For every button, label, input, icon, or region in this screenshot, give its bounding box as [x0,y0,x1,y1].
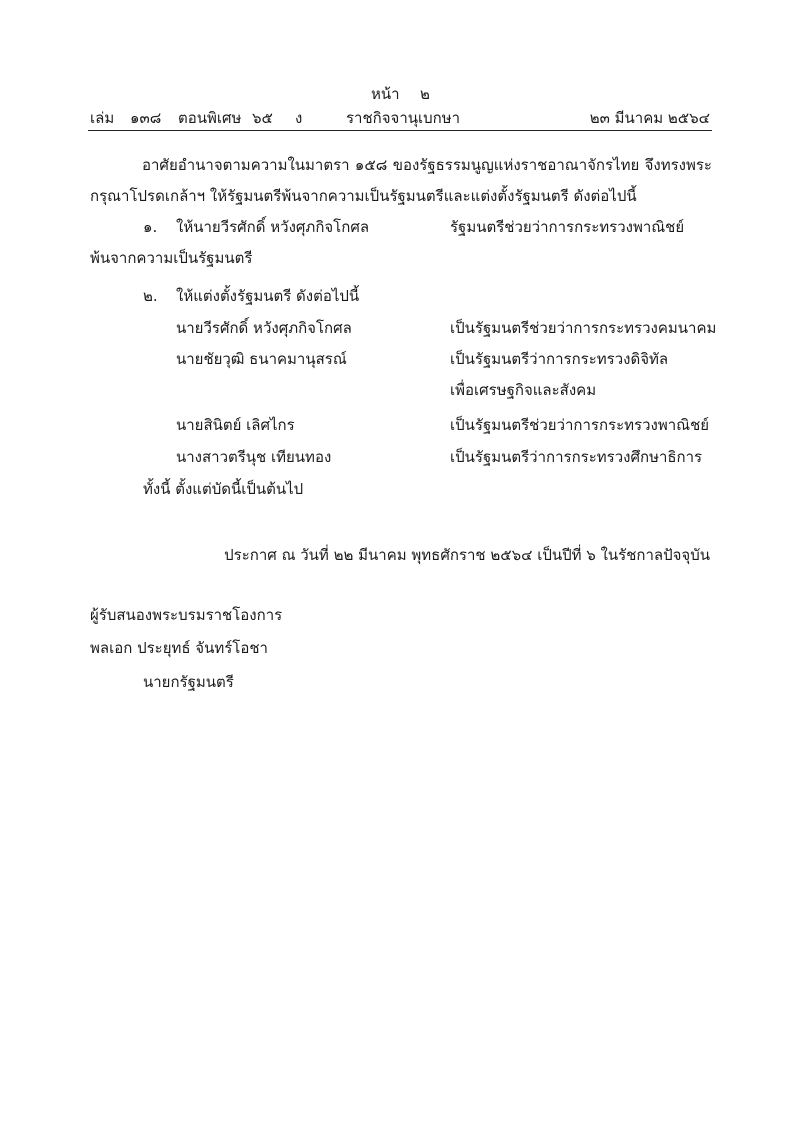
volume-label: เล่ม [90,109,115,127]
appointee-position: เป็นรัฐมนตรีช่วยว่าการกระทรวงคมนาคม [450,319,717,337]
appointment-row [0,313,800,344]
appointee-name: นายสินิตย์ เลิศไกร [176,416,295,434]
item-1-position: รัฐมนตรีช่วยว่าการกระทรวงพาณิชย์ [450,218,685,236]
issue-label: ตอนพิเศษ [178,109,242,127]
signatory-title: นายกรัฐมนตรี [143,673,234,691]
item-1-text: ให้นายวีรศักดิ์ หวังศุภกิจโกศล [176,218,370,236]
appointee-name: นายวีรศักดิ์ หวังศุภกิจโกศล [176,319,352,337]
appointee-position: เป็นรัฐมนตรีว่าการกระทรวงดิจิทัล [450,350,669,368]
appointment-row [0,410,800,441]
issue-section: ง [295,109,303,127]
page-number: ๒ [420,85,430,103]
appointment-row-continuation [0,375,800,406]
effective-clause: ทั้งนี้ ตั้งแต่บัดนี้เป็นต้นไป [143,480,304,498]
item-2-text: ให้แต่งตั้งรัฐมนตรี ดังต่อไปนี้ [176,287,360,305]
appointment-row [0,344,800,375]
gazette-name: ราชกิจจานุเบกษา [346,109,461,127]
header-divider [88,130,712,131]
appointment-row [0,442,800,473]
item-1-continuation-row [0,243,800,274]
volume-number: ๑๓๘ [130,109,162,127]
signatory-name: พลเอก ประยุทธ์ จันทร์โอชา [90,639,268,657]
item-1-number: ๑. [143,218,158,236]
intro-text: อาศัยอำนาจตามความในมาตรา ๑๕๘ ของรัฐธรรมนูญแห่งราชอาณาจักรไทย จึงทรงพระกรุณาโปรดเกล้าฯ ให้รัฐมนตรีพ้นจากความเป็นรัฐมนตรีและแต่งตั้งรัฐมนตรี ดังต่อไปนี้ [90,156,712,205]
page-label: หน้า [371,85,400,103]
appointee-name: นางสาวตรีนุช เทียนทอง [176,448,332,466]
item-1-continuation: พ้นจากความเป็นรัฐมนตรี [90,249,253,267]
appointee-position: เป็นรัฐมนตรีช่วยว่าการกระทรวงพาณิชย์ [450,416,710,434]
proclamation-line: ประกาศ ณ วันที่ ๒๒ มีนาคม พุทธศักราช ๒๕๖๔ เป็นปีที่ ๖ ในรัชกาลปัจจุบัน [224,546,710,564]
countersign-label: ผู้รับสนองพระบรมราชโองการ [90,606,283,624]
item-1-row [0,212,800,243]
gazette-date: ๒๓ มีนาคม ๒๕๖๔ [589,109,710,127]
appointee-position-continuation: เพื่อเศรษฐกิจและสังคม [450,381,597,399]
item-2-row [0,281,800,312]
appointee-position: เป็นรัฐมนตรีว่าการกระทรวงศึกษาธิการ [450,448,703,466]
appointee-name: นายชัยวุฒิ ธนาคมานุสรณ์ [176,350,347,368]
effective-row [0,474,800,505]
item-2-number: ๒. [143,287,158,305]
issue-number: ๖๕ [252,109,273,127]
intro-paragraph [90,150,712,212]
